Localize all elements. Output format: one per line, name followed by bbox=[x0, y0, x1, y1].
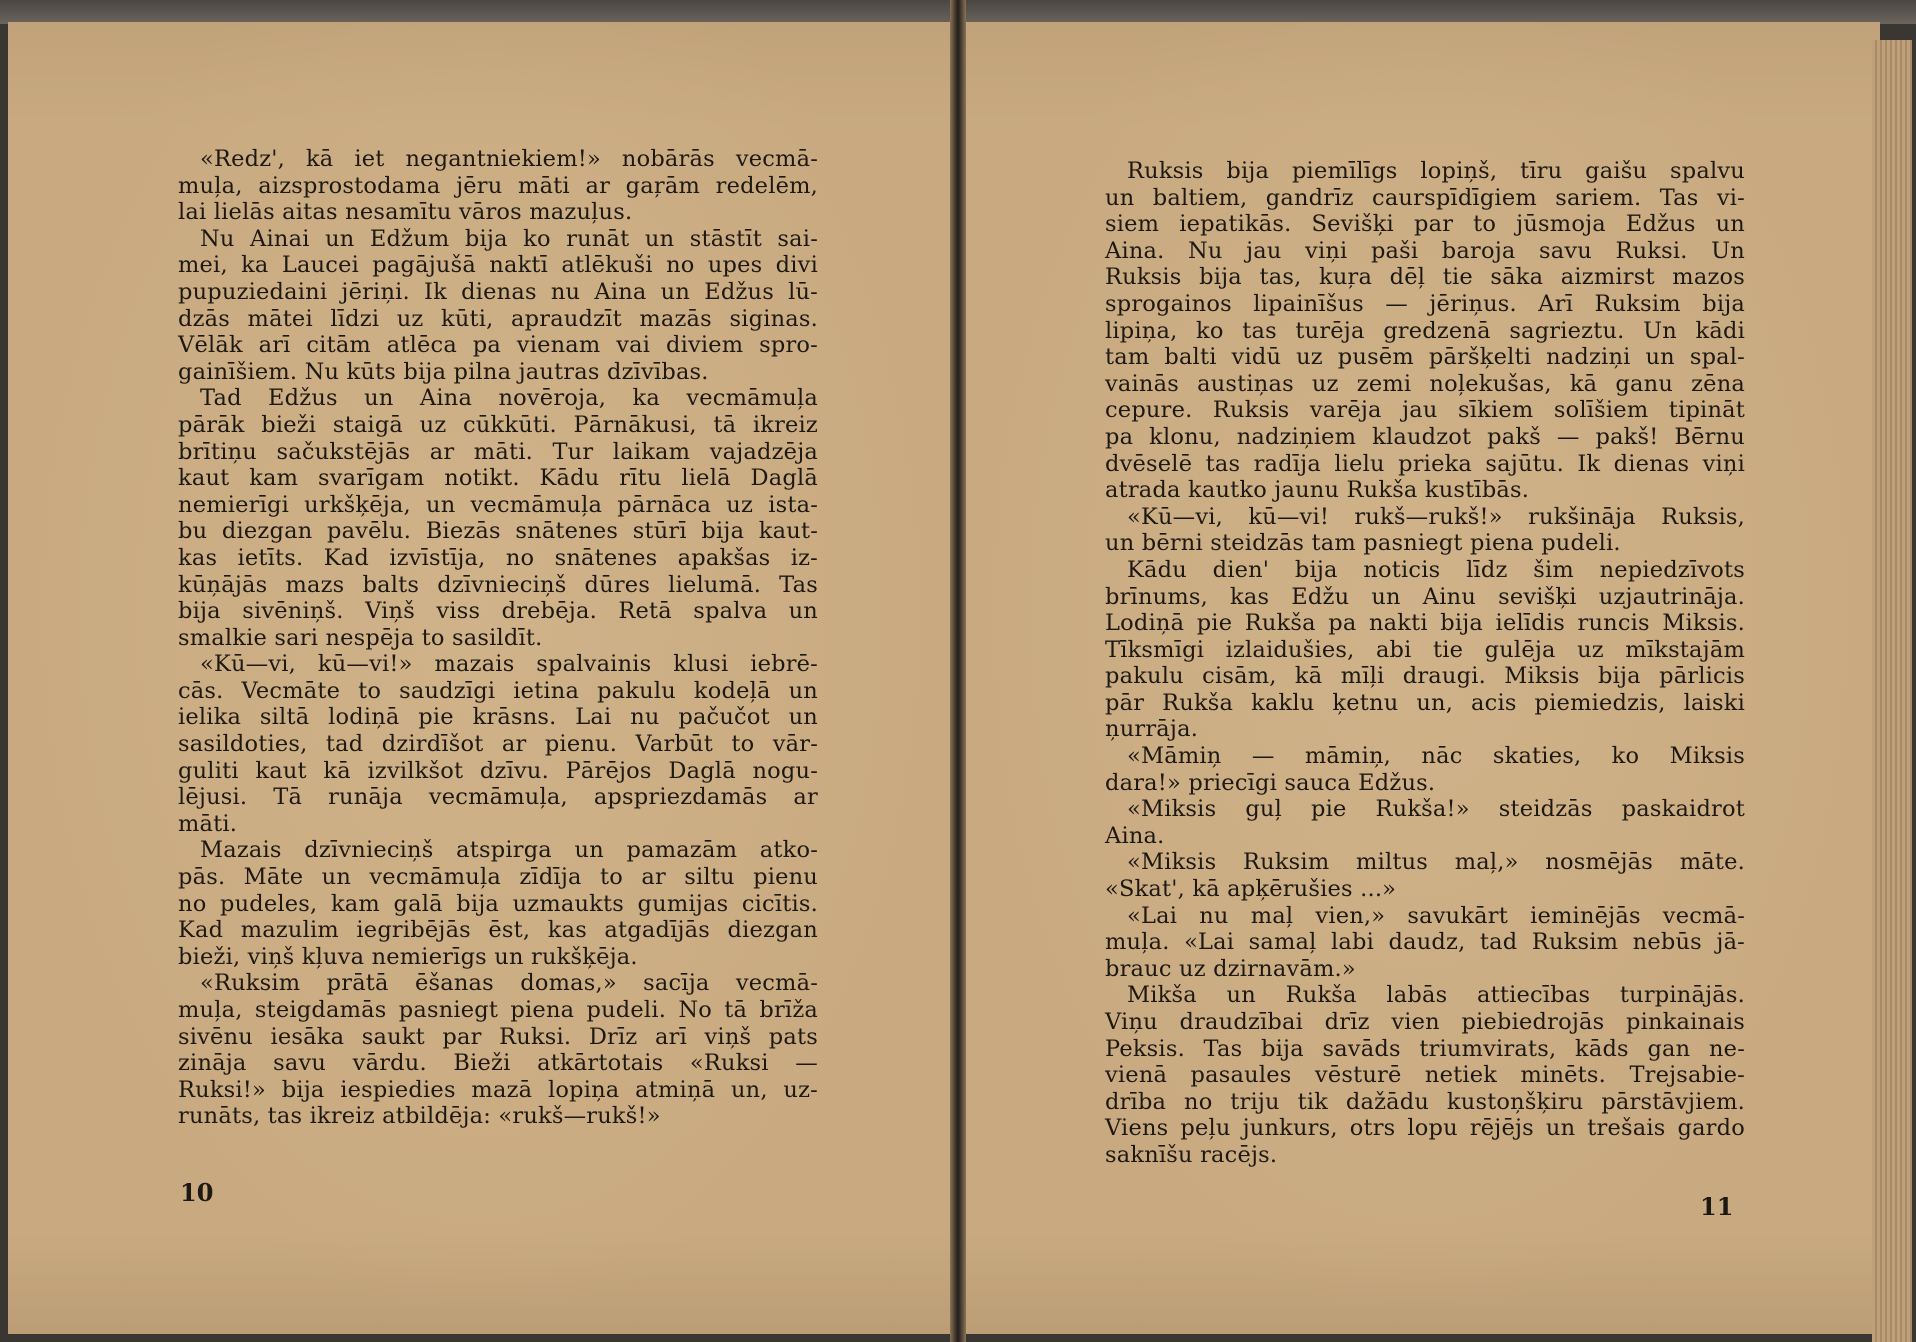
paragraph bbox=[178, 385, 818, 651]
text-line: «Miksis guļ pie Rukša!» steidzās paskaidrot bbox=[1127, 796, 1745, 823]
text-line: sprogainos lipainīšus — jēriņus. Arī Ruksim bija bbox=[1105, 290, 1745, 317]
text-line: kaut kam svarīgam notikt. Kādu rītu lielā Daglā bbox=[178, 465, 818, 492]
text-line: smalkie sari nespēja to sasildīt. bbox=[178, 624, 543, 651]
text-line: Tīksmīgi izlaidušies, abi tie gulēja uz mīkstajām bbox=[1105, 636, 1745, 663]
paragraph bbox=[1105, 743, 1745, 796]
text-line: runāts, tas ikreiz atbildēja: «rukš—rukš!» bbox=[178, 1103, 661, 1130]
text-line: Lodiņā pie Rukša pa nakti bija ielīdis runcis Miksis. bbox=[1105, 610, 1745, 637]
left-page-text bbox=[178, 146, 818, 1130]
text-line: muļa, steigdamās pasniegt piena pudeli. No tā brīža bbox=[178, 997, 818, 1023]
text-line: māti. bbox=[178, 810, 238, 837]
text-line: Peksis. Tas bija savāds triumvirats, kāds gan ne- bbox=[1105, 1035, 1745, 1062]
text-line: gainīšiem. Nu kūts bija pilna jautras dzīvības. bbox=[178, 358, 709, 385]
text-line: pakulu cisām, kā mīļi draugi. Miksis bija pārlicis bbox=[1105, 663, 1745, 690]
text-line: «Miksis Ruksim miltus maļ,» nosmējās māte. bbox=[1127, 849, 1745, 876]
paragraph bbox=[178, 837, 818, 970]
text-line: vienā pasaules vēsturē netiek minēts. Trejsabie- bbox=[1105, 1062, 1745, 1089]
paragraph bbox=[178, 226, 818, 386]
paragraph bbox=[1105, 557, 1745, 743]
text-line: pās. Māte un vecmāmuļa zīdīja to ar siltu pienu bbox=[178, 864, 818, 891]
text-line: tam balti vidū uz pusēm pāršķelti nadziņi un spal- bbox=[1105, 344, 1745, 371]
paragraph bbox=[1105, 849, 1745, 902]
text-line: kūņājās mazs balts dzīvnieciņš dūres lielumā. Tas bbox=[178, 571, 818, 598]
text-line: dzās mātei līdzi uz kūti, apraudzīt mazās siginas. bbox=[178, 305, 818, 332]
text-line: Aina. Nu jau viņi paši baroja savu Ruksi. Un bbox=[1105, 237, 1745, 264]
text-line: vainās austiņas uz zemi noļekušas, kā ganu zēna bbox=[1105, 370, 1745, 397]
text-line: mei, ka Laucei pagājušā naktī atlēkuši no upes divi bbox=[178, 252, 818, 279]
text-line: bieži, viņš kļuva nemierīgs un rukšķēja. bbox=[178, 943, 638, 970]
text-line: «Kū—vi, kū—vi!» mazais spalvainis klusi iebrē- bbox=[200, 651, 818, 678]
text-line: Mazais dzīvnieciņš atspirga un pamazām atko- bbox=[200, 837, 818, 864]
text-line: pa klonu, nadziņiem klaudzot pakš — pakš! Bērnu bbox=[1105, 423, 1745, 450]
text-line: siem iepatikās. Sevišķi par to jūsmoja Edžus un bbox=[1105, 211, 1745, 238]
text-line: un baltiem, gandrīz caurspīdīgiem sariem. Tas vi- bbox=[1105, 184, 1745, 211]
text-line: «Lai nu maļ vien,» savukārt ieminējās vecmā- bbox=[1127, 902, 1745, 929]
paragraph bbox=[178, 146, 818, 226]
text-line: brīnums, kas Edžu un Ainu sevišķi uzjautrināja. bbox=[1105, 583, 1745, 610]
text-line: Vēlāk arī citām atlēca pa vienam vai diviem spro- bbox=[178, 332, 818, 359]
text-line: Mikša un Rukša labās attiecības turpinājās. bbox=[1127, 982, 1745, 1009]
text-line: muļa. «Lai samaļ labi daudz, tad Ruksim nebūs jā- bbox=[1105, 929, 1745, 956]
text-line: Nu Ainai un Edžum bija ko runāt un stāstīt sai- bbox=[200, 225, 818, 252]
text-line: «Skat', kā apķērušies ...» bbox=[1105, 876, 1397, 903]
text-line: ņurrāja. bbox=[1105, 716, 1199, 743]
text-line: Ruksis bija tas, kuŗa dēļ tie sāka aizmirst mazos bbox=[1105, 264, 1745, 291]
text-line: pārāk bieži staigā uz cūkkūti. Pārnākusi, tā ikreiz bbox=[178, 411, 818, 438]
text-line: Ruksis bija piemīlīgs lopiņš, tīru gaišu spalvu bbox=[1127, 158, 1745, 184]
text-line: sivēnu iesāka saukt par Ruksi. Drīz arī viņš pats bbox=[178, 1023, 818, 1050]
text-line: bu diezgan pavēlu. Biezās snātenes stūrī bija kaut- bbox=[178, 518, 818, 545]
text-line: nemierīgi urkšķēja, un vecmāmuļa pārnāca uz ista- bbox=[178, 491, 818, 518]
page-number: 10 bbox=[180, 1178, 214, 1207]
text-line: «Ruksim prātā ēšanas domas,» sacīja vecmā- bbox=[200, 970, 818, 997]
text-line: atrada kautko jaunu Rukša kustībās. bbox=[1105, 477, 1530, 504]
paragraph bbox=[178, 970, 818, 1130]
right-page bbox=[960, 22, 1880, 1334]
text-line: pupuziedaini jēriņi. Ik dienas nu Aina un Edžus lū- bbox=[178, 278, 818, 305]
text-line: un bērni steidzās tam pasniegt piena pudeli. bbox=[1105, 530, 1621, 557]
text-line: bija sivēniņš. Viņš viss drebēja. Retā spalva un bbox=[178, 598, 818, 625]
text-line: «Kū—vi, kū—vi! rukš—rukš!» rukšināja Ruksis, bbox=[1127, 503, 1745, 530]
paragraph bbox=[178, 651, 818, 837]
text-line: ielika siltā lodiņā pie krāsns. Lai nu pačučot un bbox=[178, 704, 818, 731]
text-line: saknīšu racējs. bbox=[1105, 1141, 1278, 1168]
paragraph bbox=[1105, 796, 1745, 849]
text-line: Aina. bbox=[1105, 822, 1165, 849]
paragraph bbox=[1105, 982, 1745, 1168]
text-line: cās. Vecmāte to saudzīgi ietina pakulu kodeļā un bbox=[178, 677, 818, 704]
text-line: guliti kaut kā izvilkšot dzīvu. Pārējos Daglā nogu- bbox=[178, 757, 818, 784]
text-line: Viens peļu junkurs, otrs lopu rējējs un trešais gardo bbox=[1105, 1115, 1745, 1142]
text-line: lipiņa, ko tas turēja gredzenā sagrieztu. Un kādi bbox=[1105, 317, 1745, 344]
right-page-text bbox=[1105, 158, 1745, 1169]
text-line: Ruksi!» bija iespiedies mazā lopiņa atmiņā un, uz- bbox=[178, 1076, 818, 1103]
text-line: Viņu draudzībai drīz vien piebiedrojās pinkainais bbox=[1105, 1009, 1745, 1035]
text-line: no pudeles, kam galā bija uzmaukts gumijas cicītis. bbox=[178, 890, 818, 917]
text-line: sasildoties, tad dzirdīšot ar pienu. Varbūt to vār- bbox=[178, 731, 818, 758]
text-line: zināja savu vārdu. Bieži atkārtotais «Ruksi — bbox=[178, 1050, 818, 1077]
text-line: Kad mazulim iegribējās ēst, kas atgadījās diezgan bbox=[178, 917, 818, 944]
text-line: «Redz', kā iet negantniekiem!» nobārās vecmā- bbox=[200, 146, 818, 172]
text-line: brītiņu sačukstējās ar māti. Tur laikam vajadzēja bbox=[178, 438, 818, 465]
text-line: brauc uz dzirnavām.» bbox=[1105, 955, 1356, 982]
text-line: dara!» priecīgi sauca Edžus. bbox=[1105, 769, 1436, 796]
paragraph bbox=[1105, 504, 1745, 557]
text-line: dvēselē tas radīja lielu prieka sajūtu. Ik dienas viņi bbox=[1105, 450, 1745, 477]
text-line: lējusi. Tā runāja vecmāmuļa, apspriezdamās ar bbox=[178, 784, 818, 811]
text-line: lai lielās aitas nesamītu vāros mazuļus. bbox=[178, 199, 633, 226]
text-line: Tad Edžus un Aina novēroja, ka vecmāmuļa bbox=[200, 385, 818, 412]
paragraph bbox=[1105, 903, 1745, 983]
text-line: cepure. Ruksis varēja jau sīkiem solīšiem tipināt bbox=[1105, 397, 1745, 424]
page-edges bbox=[1872, 40, 1912, 1342]
text-line: pār Rukša kaklu ķetnu un, acis piemiedzis, laiski bbox=[1105, 689, 1745, 716]
page-number: 11 bbox=[1700, 1192, 1734, 1221]
text-line: «Māmiņ — māmiņ, nāc skaties, ko Miksis bbox=[1127, 743, 1745, 770]
left-page bbox=[8, 22, 956, 1334]
text-line: muļa, aizsprostodama jēru māti ar gaŗām redelēm, bbox=[178, 172, 818, 199]
text-line: kas ietīts. Kad izvīstīja, no snātenes apakšas iz- bbox=[178, 544, 818, 571]
book-gutter bbox=[950, 0, 966, 1342]
paragraph bbox=[1105, 158, 1745, 504]
text-line: Kādu dien' bija noticis līdz šim nepiedzīvots bbox=[1127, 556, 1745, 583]
text-line: drība no triju tik dažādu kustoņšķiru pārstāvjiem. bbox=[1105, 1088, 1745, 1115]
